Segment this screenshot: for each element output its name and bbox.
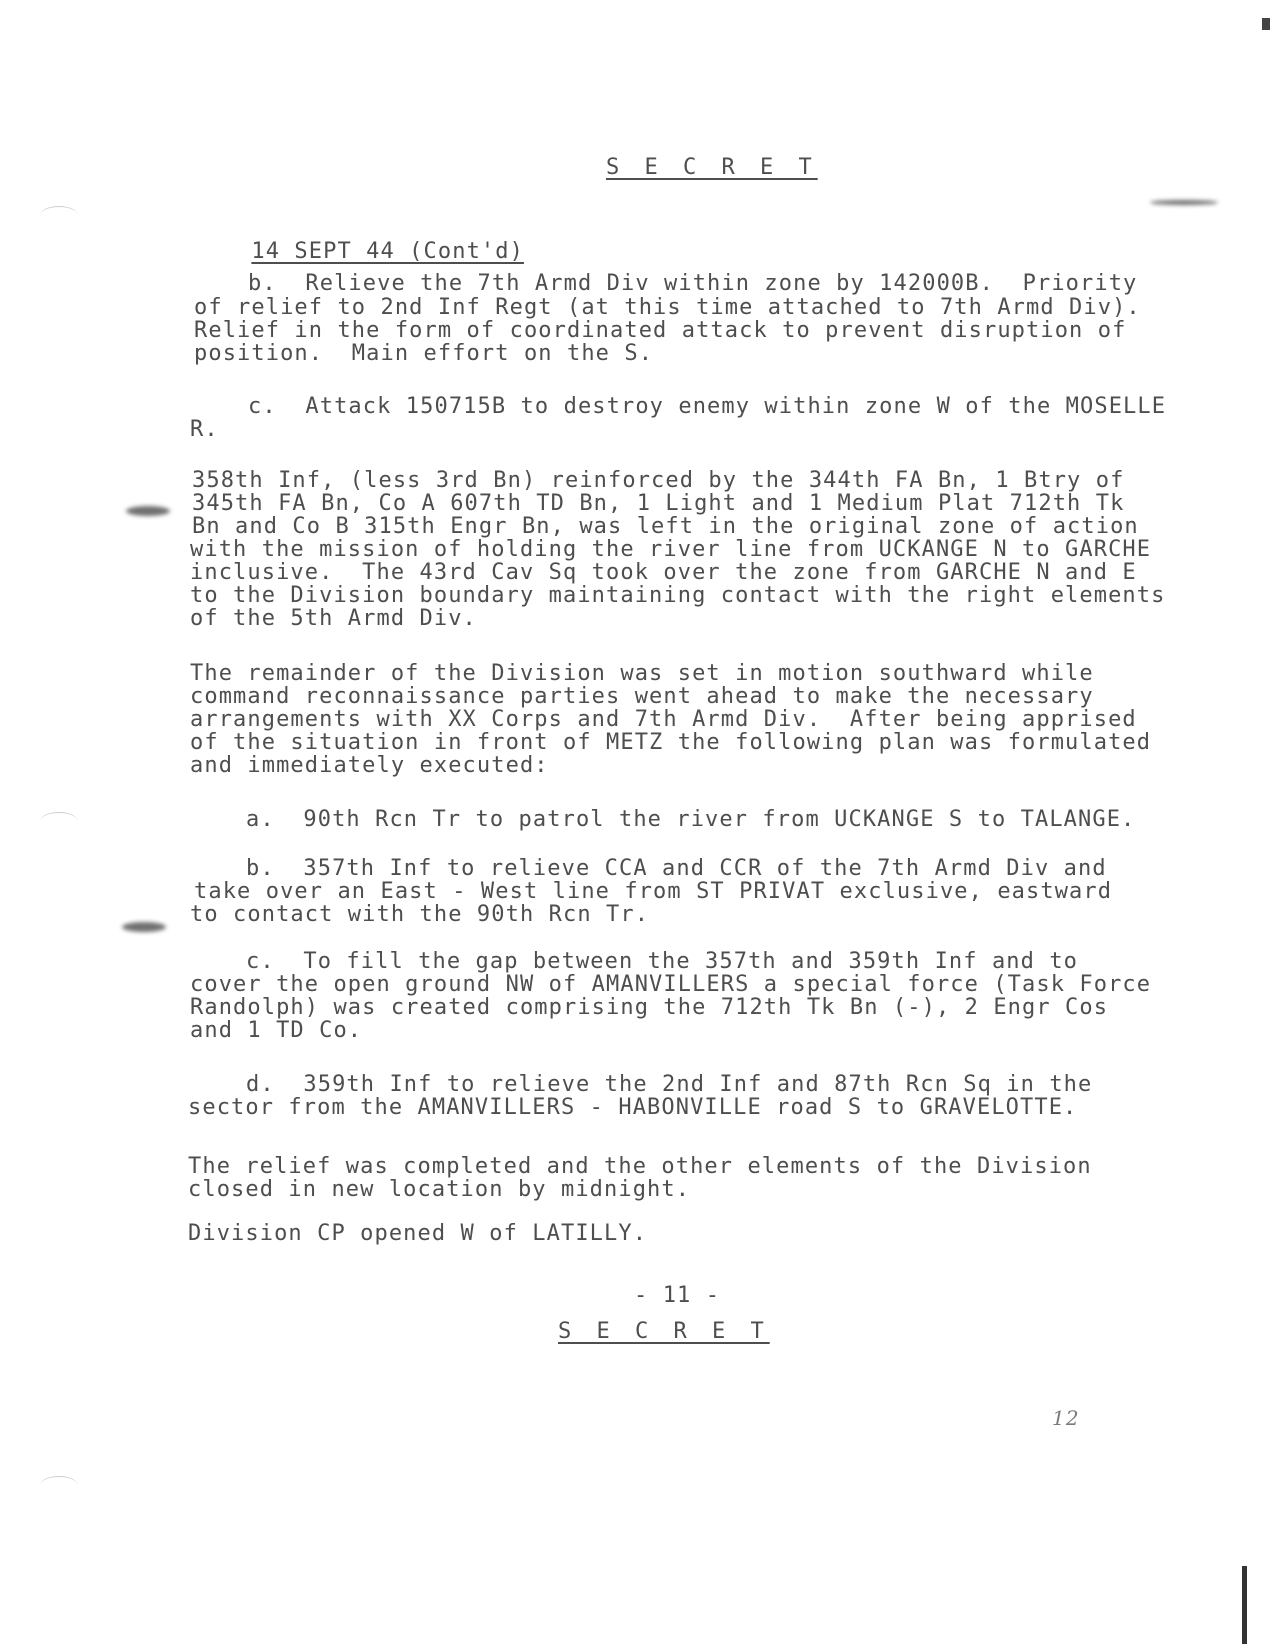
punch-hole-middle [40,812,78,831]
para-d2-line1: d. 359th Inf to relieve the 2nd Inf and 87th Rcn Sq in the [246,1072,1093,1097]
para-c2-line1: c. To fill the gap between the 357th and 359th Inf and to [246,949,1079,974]
corner-scribble [1150,200,1218,205]
para-remainder-line1: The remainder of the Division was set in motion southward while [190,661,1094,686]
para-b1-line2: of relief to 2nd Inf Regt (at this time attached to 7th Armd Div). [194,295,1141,320]
para-a2-line1: a. 90th Rcn Tr to patrol the river from UCKANGE S to TALANGE. [246,807,1136,832]
para-358-line1: 358th Inf, (less 3rd Bn) reinforced by the 344th FA Bn, 1 Btry of [192,468,1125,493]
para-remainder-line3: arrangements with XX Corps and 7th Armd Div. After being apprised [190,707,1137,732]
para-remainder-line5: and immediately executed: [190,753,549,778]
para-relief-line2: closed in new location by midnight. [188,1177,691,1202]
para-remainder-line2: command reconnaissance parties went ahead to make the necessary [190,684,1094,709]
edge-mark-bottom [1242,1566,1247,1644]
page-number: - 11 - [634,1283,721,1308]
para-c2-line2: cover the open ground NW of AMANVILLERS a special force (Task Force [190,972,1152,997]
para-358-line5: inclusive. The 43rd Cav Sq took over the zone from GARCHE N and E [190,560,1137,585]
para-358-line3: Bn and Co B 315th Engr Bn, was left in the original zone of action [192,514,1139,539]
para-b1-line4: position. Main effort on the S. [194,341,654,366]
para-remainder-line4: of the situation in front of METZ the following plan was formulated [190,730,1152,755]
margin-smudge-1 [126,506,170,516]
para-d2-line2: sector from the AMANVILLERS - HABONVILLE road S to GRAVELOTTE. [188,1095,1078,1120]
para-358-line7: of the 5th Armd Div. [190,606,477,631]
date-heading: 14 SEPT 44 (Cont'd) [251,239,524,264]
para-b2-line3: to contact with the 90th Rcn Tr. [190,902,650,927]
classification-header: S E C R E T [606,155,818,180]
para-c1-line1: c. Attack 150715B to destroy enemy within zone W of the MOSELLE [248,394,1167,419]
punch-hole-bottom [40,1476,78,1495]
classification-footer: S E C R E T [558,1319,770,1344]
para-relief-line1: The relief was completed and the other elements of the Division [188,1154,1092,1179]
edge-mark-top [1262,18,1270,30]
margin-smudge-2 [122,922,166,932]
para-cp-line1: Division CP opened W of LATILLY. [188,1221,648,1246]
para-358-line4: with the mission of holding the river line from UCKANGE N to GARCHE [190,537,1152,562]
para-358-line6: to the Division boundary maintaining contact with the right elements [190,583,1166,608]
para-c2-line3: Randolph) was created comprising the 712th Tk Bn (-), 2 Engr Cos [190,995,1109,1020]
handwritten-mark: 12 [1052,1406,1080,1430]
para-b1-line1: b. Relieve the 7th Armd Div within zone by 142000B. Priority [248,271,1138,296]
para-358-line2: 345th FA Bn, Co A 607th TD Bn, 1 Light and 1 Medium Plat 712th Tk [192,491,1125,516]
para-c1-line2: R. [190,417,219,442]
para-b2-line2: take over an East - West line from ST PRIVAT exclusive, eastward [194,879,1113,904]
punch-hole-top [40,206,78,225]
para-b2-line1: b. 357th Inf to relieve CCA and CCR of the 7th Armd Div and [246,856,1107,881]
para-b1-line3: Relief in the form of coordinated attack to prevent disruption of [194,318,1127,343]
para-c2-line4: and 1 TD Co. [190,1018,363,1043]
